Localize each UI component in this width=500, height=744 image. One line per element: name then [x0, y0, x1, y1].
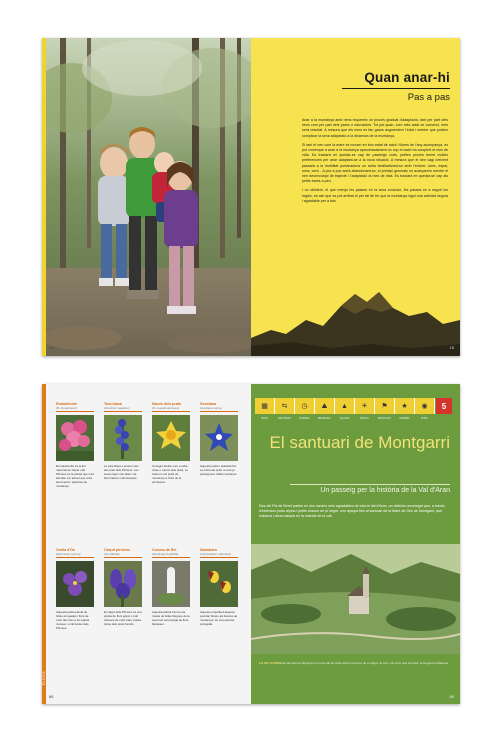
flower-photo [152, 415, 190, 461]
route-icon-cell: ☀ ÈPOCA [355, 398, 375, 414]
route-icon-cell: ◷ DURADA [295, 398, 315, 414]
flora-section-label: FLORA [42, 670, 46, 686]
star-icon: ★ [401, 402, 408, 410]
flower-sci-name: (Iris latifolia) [104, 552, 142, 558]
children-forest-photo [42, 38, 251, 356]
flower-name: Corona de Rei [152, 548, 177, 552]
flower-sci-name: (N. pseudonarcissus) [152, 406, 190, 412]
route-subtitle: Un passeig per la història de la Val d'Aran [320, 487, 450, 494]
flower-description: El calçot dels Pirineus és una planta de flors grans i molt vistoses de color blau violeta, típica dels prats humits. [104, 610, 142, 626]
text-page-quan-anar-hi [251, 38, 460, 356]
page-number-right: 15 [449, 345, 454, 350]
flower-description: La tora blava o aconit creix als prats dels Pirineus. Les seves tiges són altes i de flors blaves molt tòxiques. [104, 464, 139, 480]
title-rule [342, 88, 450, 89]
flower-photo [56, 415, 94, 461]
route-icon-cell: ▦ RUTA [255, 398, 275, 414]
flower-photo [104, 561, 142, 607]
page-subtitle: Pas a pas [407, 92, 450, 103]
route-page-montgarri [251, 384, 460, 704]
title-rule [290, 484, 450, 485]
paragraph: I no oblidem, el que menys les passes en la seva evolució, fes passes es a seguir les regles, es així que es pot arribar-hi per tal de fer que la muntanya sigui una activitat segura i agradable per a tots. [302, 188, 448, 203]
spread-santuari-montgarri [42, 384, 460, 704]
flower-card [56, 402, 94, 488]
elevation-icon: ⛰ [321, 402, 328, 410]
flower-description: Aquesta orquídia d'aspecte peculiar floreix als boscos de muntanya i és una espècie protegida. [200, 610, 238, 626]
caption-heading: LA VAL D'ARAN [259, 661, 282, 665]
flower-description: Aquesta petita i delicada flor es troba als prats i terrenys pedregosos d'alta muntanya. [200, 464, 238, 476]
flower-card [56, 548, 94, 630]
flower-name: Orella d'Ós [56, 548, 76, 552]
paragraph: Anar a la muntanya amb nens requereix un procés gradual d'adaptació, tant per part dels nens com per part dels pares o educadors. Tot pot quan, com més aviat se comenci, més serà resultat. A mesura que els nens es fan grans augmentem l'edat i mentre que podem complicar la seva adaptació a la dinàmica de la muntanya. [302, 118, 448, 138]
page-title: Quan anar-hi [364, 70, 450, 85]
distance-icon: ⇆ [281, 402, 288, 410]
flower-photo [200, 561, 238, 607]
flower-card [104, 548, 142, 626]
mountain-silhouette [251, 286, 460, 356]
flower-sci-name: (Ramonda myconi) [56, 552, 94, 558]
paragraph: Si tant el nen com la mare es mouen en bon estat de salut i lliures de l'any acompanya, es pot començar a anar a la muntanya aproximadament un cop el nadó ha complert el mes de vida. Es tractarà en quedar-se cap de passeigs curts, petites proves tenint moltes preferencies per anar adaptant-se a la nova situació. A mesura que el nen vagi creixent passarà a la mobilitat portanadons on anirà familiaritzant-se amb l'entorn: olors, espai, sons, vent... A poc a poc anirà abandonant-se, el principi generals no avançarem mentre el nen desenvolupi de trajecte i l'adaptació al mes de vida. Es tractarà en quedar-se cap als petits trams a peu. [302, 142, 448, 184]
flower-photo [104, 415, 142, 461]
flower-name: Sabatetes [200, 548, 217, 552]
flower-card [104, 402, 142, 480]
page-number-right: 89 [449, 694, 454, 699]
flower-sci-name: (Cypripedium calceolus) [200, 552, 238, 558]
route-number-badge: 5 [436, 398, 452, 414]
spread-quan-anar-hi [42, 38, 460, 356]
route-info-icon-bar [255, 398, 435, 420]
flower-description: Aquesta planta forma una roseta de fulles llargues de la qual surt una espiga de flors blanques. [152, 610, 190, 626]
route-icon-cell: ⛰ DESNIVELL [315, 398, 335, 414]
body-text [302, 118, 448, 208]
flower-name: Narcís dels prats [152, 402, 181, 406]
valley-sanctuary-photo [251, 544, 460, 654]
flower-name: Tora blava [104, 402, 122, 406]
flora-side-bar [42, 384, 46, 704]
caption-text: El santuari de Montgarri en una vall de prats alpins i boscos de pi negre. Al fons, els cims que envolten la Noguera Pallaresa. [282, 661, 449, 665]
flower-description: Conegut també com a ceba d'ase o narcís dels prats, es troba en els prats de muntanya a l'inici de la primavera. [152, 464, 188, 484]
route-icon-cell: ★ INTERÈS [395, 398, 415, 414]
flower-card [200, 548, 238, 626]
flower-photo [56, 561, 94, 607]
flower-description: Aquesta petita planta de fulles arrugades i flors de color lila creix a les parets rocoses i ombrívoles dels Pirineus. [56, 610, 90, 630]
photo-caption [259, 661, 451, 665]
flower-sci-name: (Gentiana verna) [200, 406, 238, 412]
altitude-icon: ▲ [341, 402, 348, 410]
location-icon: ◉ [421, 402, 428, 410]
route-title: El santuari de Montgarri [269, 433, 450, 452]
flower-name: Calçot pirinenc [104, 548, 130, 552]
page-number-left: 14 [49, 345, 54, 350]
route-icon-cell: ⇆ DISTÀNCIA [275, 398, 295, 414]
page-number-left: 86 [49, 694, 54, 699]
flower-sci-name: (R. ferrugineum) [56, 406, 94, 412]
route-icon-cell: ▲ ALÇADA [335, 398, 355, 414]
sun-icon: ☀ [361, 402, 368, 410]
flower-sci-name: (Saxifraga longifolia) [152, 552, 190, 558]
route-icon-cell: ⚑ DIFICULTAT [375, 398, 395, 414]
page-edge-stripe [42, 38, 46, 356]
clock-icon: ◷ [301, 402, 308, 410]
photo-page-children [42, 38, 251, 356]
flower-name: Rododendre [56, 402, 78, 406]
flower-description: El rododendre és la flor nacional de Nepal i als Pirineus és la planta que més abunda. Un arbust que creix als boscos i pastures de muntanya. [56, 464, 94, 488]
flower-photo [152, 561, 190, 607]
flower-name: Genciana [200, 402, 217, 406]
route-icon-cell: ◉ ZONA [415, 398, 435, 414]
flower-sci-name: (Aconitum napellus) [104, 406, 142, 412]
difficulty-icon: ⚑ [381, 402, 388, 410]
flower-photo [200, 415, 238, 461]
flora-page [42, 384, 251, 704]
map-icon: ▦ [261, 402, 268, 410]
route-intro-text: Des del Pla de Beret partim en dos camins més agradables de tota la Val d'Aran, un deliciós recorregut que, a través d'extensos prats alpins i petits boscos de pi negre, ens apropa fins al santuari de la Mare de Déu de Montgarri, que s'aixeca i dóna calúpia en la soledat de la vall. [259, 504, 445, 518]
flower-card [152, 402, 190, 484]
flower-card [200, 402, 238, 476]
flower-card [152, 548, 190, 626]
